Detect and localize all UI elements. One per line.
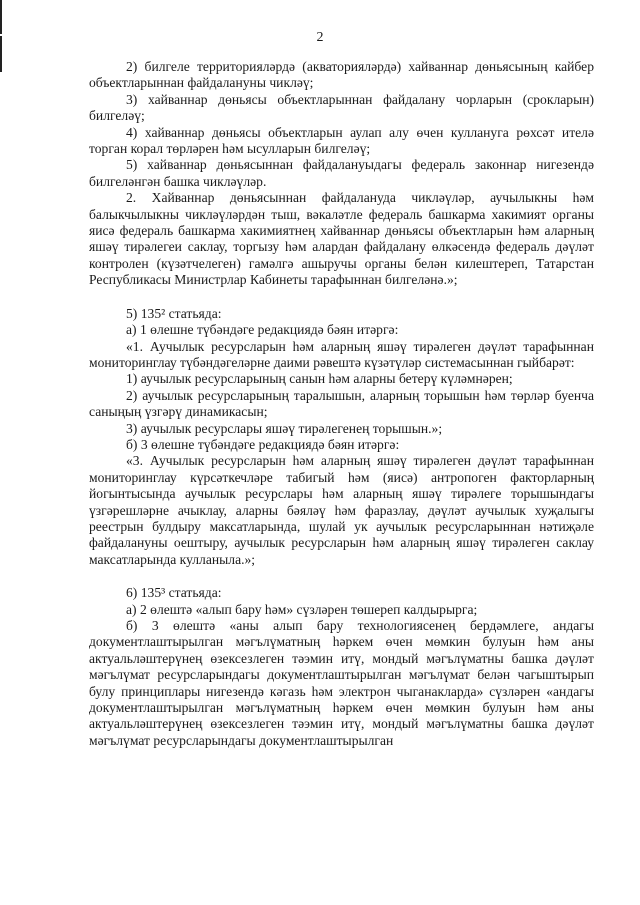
paragraph: 6) 135³ статьяда: — [126, 585, 222, 601]
paragraph: 1) аучылык ресурсларының санын һәм аларны бетерү күләмнәрен; — [126, 371, 513, 387]
paragraph: 2) аучылык ресурсларының таралышын, аларның торышын һәм төрләр буенча саныңың үзгәрү динамикасын; — [89, 387, 594, 420]
paragraph: 5) хайваннар дөньясыннан файдалануыдагы федераль законнар нигезендә билгеләнгән башка чикләүләр. — [89, 157, 594, 189]
page-number: 2 — [316, 30, 324, 45]
paragraph: а) 2 өлештә «алып бару һәм» сүзләрен төшереп калдырырга; — [126, 601, 478, 617]
paragraph: «1. Аучылык ресурсларын һәм аларның яшәү тирәлеген дәүләт тарафыннан мониторинглау түбәндәгеләрне даими рәвештә күзәтүләр системасыннан гыйбарәт: — [89, 338, 594, 370]
paragraph: 2) билгеле территорияләрдә (акваторияләрдә) хайваннар дөньясының кайбер объектларыннан файдалануны чикләү; — [89, 59, 594, 91]
paragraph: 4) хайваннар дөньясы объектларын аулап алу өчен кулланугa рөхсәт ителә торган корал төрләрен һәм ысулларын билгеләү; — [89, 124, 594, 157]
paragraph: б) 3 өлештә «аны алып бару технологиясенең бердәмлеге, андагы документлаштырылган мәгълүматның һәркем өчен мөмкин булуын һәм аны актуальләштерүнең өзексезлеген тәэмин итү, мондый мәгълүматны башка дәүләт мәгълүмат ресурсларындагы документлаштырылган мәгълүмат белән чагыштырып булу принциплары нигезендә кәгазь һәм электрон чыганакларда» сүзләрен «андагы документлаштырылган мәгълүматның һәркем өчен мөмкин булуын һәм аны актуальләштерүнең өзексезлеген тәэмин итү, мондый мәгълүматны башка дәүләт мәгълүмат ресурсларындагы документлаштырылган — [89, 618, 594, 748]
paragraph: 5) 135² статьяда: — [126, 305, 222, 321]
paragraph: 2. Хайваннар дөньясыннан файдалануда чикләүләр, аучылыкны һәм балыкчылыкны чикләүләрдән тыш, вәкаләтле федераль башкарма хакимият органы яисә федераль башкарма хакимиятнең хайваннар дөньясы объектларын һәм аларның яшәү тирәлегеи саклау, торгызу һәм алардан файдалану өлкәсендә федераль дәүләт контролен (күзәтчелеген) гамәлгә ашыручы органы белән килештереп, Татарстан Республикасы Министрлар Кабинеты тарафыннан билгеләнә.»; — [89, 190, 594, 288]
paragraph: б) 3 өлешне түбәндәге редакциядә бәян итәргә: — [126, 436, 400, 452]
paragraph-spacer — [89, 568, 594, 585]
paragraph: а) 1 өлешне түбәндәге редакциядә бәян итәргә: — [126, 322, 399, 338]
paragraph: 3) хайваннар дөньясы объектларыннан файдалану чорларын (срокларын) билгеләү; — [89, 91, 594, 124]
paragraph-spacer — [89, 289, 594, 306]
left-edge-mark — [0, 0, 2, 34]
paragraph: «3. Аучылык ресурсларын һәм аларның яшәү тирәлеген дәүләт тарафыннан мониторинглау күрсәткечләре табигый һәм (яисә) антропоген факторларның йогынтысында аучылык ресурслары һәм аларның яшәү тирәлеге торышындагы үзгәрешләрне ачыклау, аларны бәяләү һәм фаразлау, дәүләт аучылык хуҗалыгы реестрын булдыру максатларында, шулай ук аучылык ресурсларыннан нәтиҗәле файдалануны оештыру, аучылык ресурсларын һәм аларның яшәү тирәлеген саклау максатларында кулланыла.»; — [89, 453, 594, 567]
paragraph: 3) аучылык ресурслары яшәү тирәлегенең торышын.»; — [126, 420, 443, 436]
document-body — [89, 59, 594, 749]
